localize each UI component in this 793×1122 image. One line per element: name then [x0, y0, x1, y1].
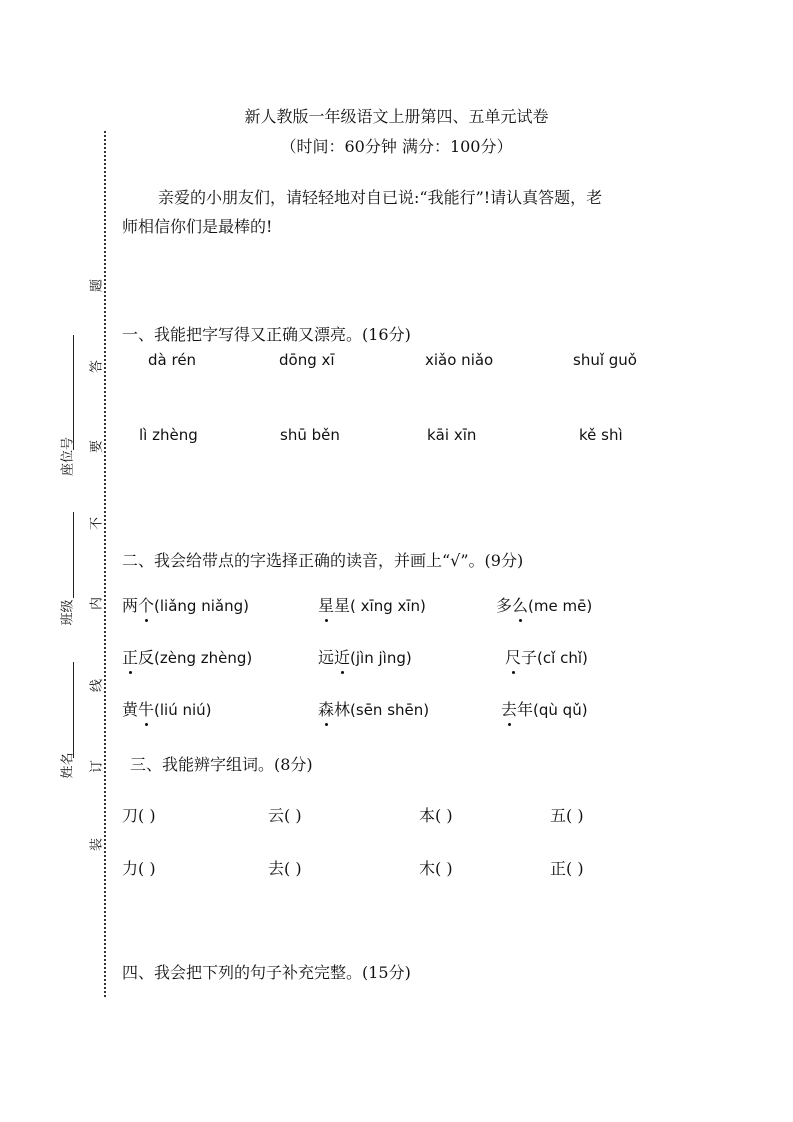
word-group-item: 木( ) — [419, 859, 453, 878]
section-2-heading: 二、我会给带点的字选择正确的读音，并画上“√”。(9分) — [122, 551, 524, 570]
pinyin-options: (jìn jìng) — [350, 649, 412, 667]
seal-char: 答 — [89, 360, 105, 374]
pinyin-item: shū běn — [280, 426, 340, 444]
intro-paragraph — [122, 183, 682, 241]
word-group-item: 刀( ) — [122, 806, 156, 825]
word-group-item: 力( ) — [122, 859, 156, 878]
name-line — [73, 662, 74, 758]
reading-choice: 多么(me mē) — [496, 593, 592, 616]
pinyin-item: dà rén — [148, 351, 197, 369]
reading-choice: 两个(liǎng niǎng) — [122, 593, 249, 616]
class-line — [73, 512, 74, 598]
seat-number-line — [73, 335, 74, 450]
word-group-item: 去( ) — [268, 859, 302, 878]
pinyin-options: (zèng zhèng) — [154, 649, 253, 667]
reading-choice: 去年(qù qǔ) — [501, 697, 588, 720]
reading-choice: 星星( xīng xīn) — [318, 593, 426, 616]
section-1-heading: 一、我能把字写得又正确又漂亮。(16分) — [122, 325, 411, 344]
intro-line-2: 师相信你们是最棒的! — [122, 217, 273, 236]
reading-choice: 黄牛(liú niú) — [122, 697, 212, 720]
word-group-item: 正( ) — [550, 859, 584, 878]
pinyin-item: kě shì — [579, 426, 623, 444]
reading-choice: 远近(jìn jìng) — [318, 645, 412, 668]
dotted-char: 牛 — [138, 697, 154, 720]
pinyin-item: dōng xī — [279, 351, 335, 369]
pinyin-options: (sēn shēn) — [350, 701, 430, 719]
class-label: 班级 — [60, 599, 76, 626]
reading-choice: 尺子(cǐ chǐ) — [505, 645, 588, 668]
dotted-char: 正 — [122, 645, 138, 668]
pinyin-item: xiǎo niǎo — [425, 351, 494, 369]
section-4-heading: 四、我会把下列的句子补充完整。(15分) — [122, 963, 411, 982]
dotted-char: 去 — [501, 697, 517, 720]
pinyin-options: (cǐ chǐ) — [537, 649, 588, 667]
seal-char: 要 — [89, 440, 105, 454]
dotted-char: 么 — [512, 593, 528, 616]
pinyin-options: ( xīng xīn) — [350, 597, 426, 615]
dotted-char: 尺 — [505, 645, 521, 668]
pinyin-item: shuǐ guǒ — [573, 351, 637, 369]
seal-char: 题 — [89, 279, 105, 293]
word-group-item: 本( ) — [419, 806, 453, 825]
pinyin-options: (me mē) — [528, 597, 593, 615]
dotted-char: 森 — [318, 697, 334, 720]
pinyin-item: lì zhèng — [139, 426, 198, 444]
seal-char: 线 — [89, 679, 105, 693]
exam-info: （时间：60分钟 满分：100分） — [280, 137, 513, 156]
dotted-char: 个 — [138, 593, 154, 616]
reading-choice: 正反(zèng zhèng) — [122, 645, 252, 668]
pinyin-item: kāi xīn — [427, 426, 477, 444]
dotted-char: 近 — [334, 645, 350, 668]
pinyin-options: (qù qǔ) — [533, 701, 588, 719]
intro-line-1: 亲爱的小朋友们，请轻轻地对自已说:“我能行”!请认真答题，老 — [158, 188, 603, 207]
page-title: 新人教版一年级语文上册第四、五单元试卷 — [244, 107, 549, 126]
pinyin-options: (liǎng niǎng) — [154, 597, 249, 615]
reading-choice: 森林(sēn shēn) — [318, 697, 429, 720]
seat-number-label: 座位号 — [60, 437, 76, 477]
dotted-char: 星 — [318, 593, 334, 616]
section-3-heading: 三、我能辨字组词。(8分) — [130, 755, 313, 774]
seal-char: 订 — [89, 760, 105, 774]
seal-char: 不 — [89, 517, 105, 531]
pinyin-options: (liú niú) — [154, 701, 212, 719]
name-label: 姓名 — [60, 752, 76, 779]
seal-char: 装 — [89, 838, 105, 852]
seal-char: 内 — [89, 597, 105, 611]
binding-dotted-line — [104, 131, 106, 997]
word-group-item: 云( ) — [268, 806, 302, 825]
word-group-item: 五( ) — [550, 806, 584, 825]
